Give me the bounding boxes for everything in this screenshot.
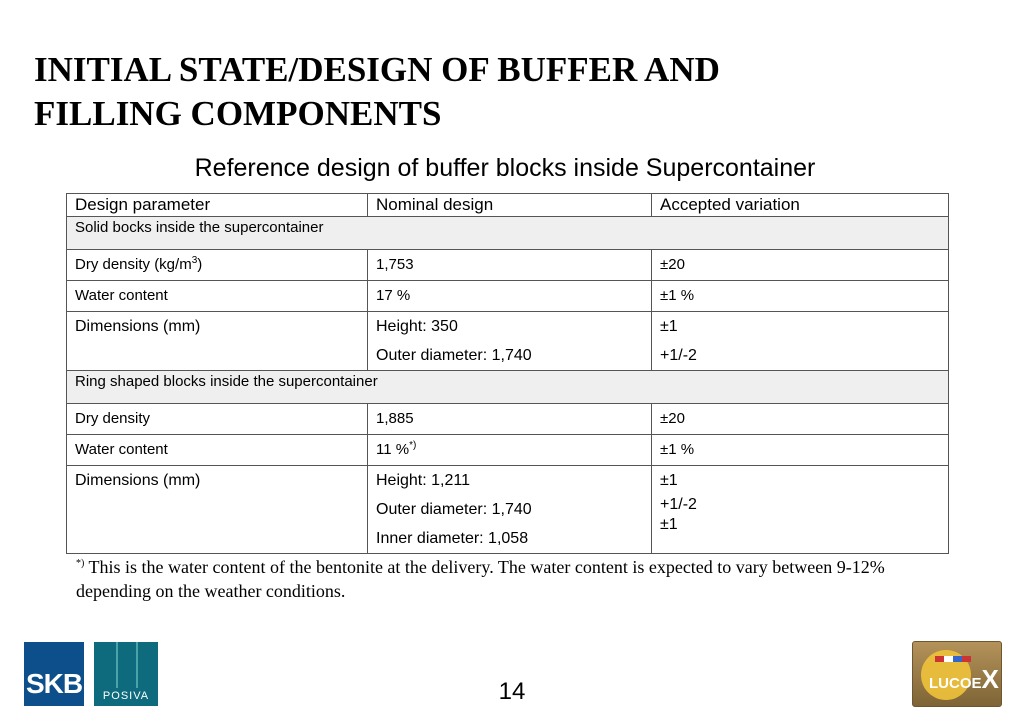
slide-title-line-2: FILLING COMPONENTS <box>34 94 442 133</box>
header-nominal-design: Nominal design <box>368 194 652 217</box>
footnote-text: This is the water content of the bentonite at the delivery. The water content is expected to vary between 9-12% depending on the weather conditions. <box>76 557 885 601</box>
page-number: 14 <box>498 678 526 705</box>
nominal-cell: 1,753 <box>368 250 652 281</box>
slide-title-line-1: INITIAL STATE/DESIGN OF BUFFER AND <box>34 50 720 89</box>
lucoex-logo-text: LUCOEX <box>929 664 999 694</box>
header-design-parameter: Design parameter <box>67 194 368 217</box>
lucoex-logo <box>912 641 1002 707</box>
variation-cell: ±20 <box>652 250 949 281</box>
variation-cell: ±1 % <box>652 435 949 466</box>
nominal-cell: Height: 350 Outer diameter: 1,740 <box>368 312 652 371</box>
buffer-design-table <box>66 193 949 554</box>
nominal-cell: 11 %*) <box>368 435 652 466</box>
table-caption: Reference design of buffer blocks inside Supercontainer <box>194 154 816 182</box>
variation-cell: ±1 +1/-2 ±1 <box>652 466 949 554</box>
param-cell: Dimensions (mm) <box>67 466 368 554</box>
table-row <box>67 250 949 281</box>
table-row <box>67 281 949 312</box>
table-row <box>67 435 949 466</box>
nominal-cell: Height: 1,211 Outer diameter: 1,740 Inner diameter: 1,058 <box>368 466 652 554</box>
section-label: Ring shaped blocks inside the supercontainer <box>67 371 949 404</box>
skb-logo: SKB <box>24 642 84 706</box>
section-row-solid-blocks <box>67 217 949 250</box>
variation-cell: ±1 +1/-2 <box>652 312 949 371</box>
param-cell: Water content <box>67 435 368 466</box>
posiva-logo: POSIVA <box>94 642 158 706</box>
section-row-ring-blocks <box>67 371 949 404</box>
param-cell: Dimensions (mm) <box>67 312 368 371</box>
header-accepted-variation: Accepted variation <box>652 194 949 217</box>
table-footnote <box>76 555 936 603</box>
nominal-cell: 17 % <box>368 281 652 312</box>
table-row <box>67 404 949 435</box>
param-cell: Dry density $(kg/m^3)$ <box>67 250 368 281</box>
footnote-marker: *) <box>76 558 85 569</box>
section-label: Solid bocks inside the supercontainer <box>67 217 949 250</box>
param-cell: Dry density <box>67 404 368 435</box>
flags-icon <box>935 656 971 662</box>
variation-cell: ±1 % <box>652 281 949 312</box>
nominal-cell: 1,885 <box>368 404 652 435</box>
table-row <box>67 312 949 371</box>
slide-title <box>34 48 934 136</box>
table-header-row <box>67 194 949 217</box>
variation-cell: ±20 <box>652 404 949 435</box>
table-row <box>67 466 949 554</box>
param-cell: Water content <box>67 281 368 312</box>
